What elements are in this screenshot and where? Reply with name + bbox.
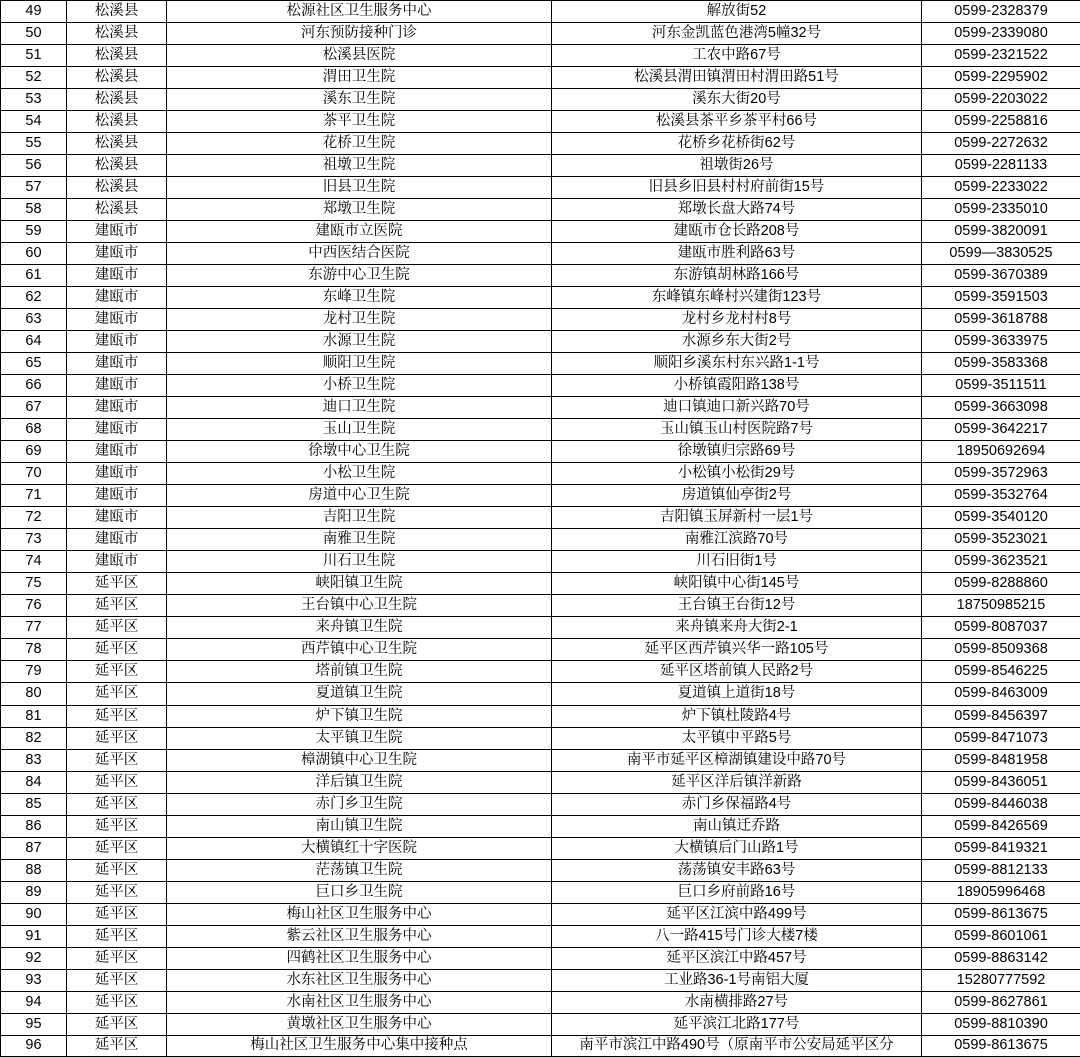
- cell-index: 62: [1, 287, 67, 309]
- cell-clinic-name: 峡阳镇卫生院: [167, 573, 552, 595]
- cell-address: 南雅江滨路70号: [552, 529, 922, 551]
- cell-phone: 0599-2281133: [922, 155, 1080, 177]
- table-row: [1, 705, 1080, 727]
- cell-region: 建瓯市: [67, 353, 167, 375]
- table-row: [1, 265, 1080, 287]
- cell-region: 建瓯市: [67, 309, 167, 331]
- table-row: [1, 969, 1080, 991]
- table-row: [1, 617, 1080, 639]
- cell-clinic-name: 渭田卫生院: [167, 67, 552, 89]
- cell-address: 徐墩镇归宗路69号: [552, 441, 922, 463]
- cell-clinic-name-text: 梅山社区卫生服务中心集中接种点: [169, 1036, 549, 1054]
- cell-address: 龙村乡龙村村8号: [552, 309, 922, 331]
- table-row: [1, 881, 1080, 903]
- table-row: [1, 419, 1080, 441]
- cell-clinic-name: 紫云社区卫生服务中心: [167, 925, 552, 947]
- cell-clinic-name: 四鹤社区卫生服务中心: [167, 947, 552, 969]
- cell-region: 建瓯市: [67, 265, 167, 287]
- table-row: [1, 507, 1080, 529]
- cell-address: 炉下镇杜陵路4号: [552, 705, 922, 727]
- cell-region: 松溪县: [67, 133, 167, 155]
- cell-region: 延平区: [67, 969, 167, 991]
- cell-address: 延平区江滨中路499号: [552, 903, 922, 925]
- cell-region: 建瓯市: [67, 375, 167, 397]
- cell-phone: 0599-3820091: [922, 221, 1080, 243]
- cell-index: 84: [1, 771, 67, 793]
- cell-phone: 0599-2233022: [922, 177, 1080, 199]
- cell-phone: 0599-8471073: [922, 727, 1080, 749]
- cell-address: 工农中路67号: [552, 45, 922, 67]
- cell-region: 延平区: [67, 925, 167, 947]
- cell-index: 83: [1, 749, 67, 771]
- cell-address: 水源乡东大街2号: [552, 331, 922, 353]
- cell-clinic-name: 东游中心卫生院: [167, 265, 552, 287]
- cell-index: 92: [1, 947, 67, 969]
- cell-clinic-name: 溪东卫生院: [167, 89, 552, 111]
- table-row: [1, 595, 1080, 617]
- cell-address: 吉阳镇玉屏新村一层1号: [552, 507, 922, 529]
- table-row: [1, 683, 1080, 705]
- cell-index: 87: [1, 837, 67, 859]
- cell-clinic-name: 大横镇红十字医院: [167, 837, 552, 859]
- cell-clinic-name: 茫荡镇卫生院: [167, 859, 552, 881]
- cell-clinic-name: 河东预防接种门诊: [167, 23, 552, 45]
- table-row: [1, 859, 1080, 881]
- table-row: [1, 903, 1080, 925]
- table-row: [1, 287, 1080, 309]
- table-row: [1, 111, 1080, 133]
- cell-address: 房道镇仙亭街2号: [552, 485, 922, 507]
- cell-address: 松溪县茶平乡茶平村66号: [552, 111, 922, 133]
- table-row: [1, 727, 1080, 749]
- table-row: [1, 925, 1080, 947]
- cell-clinic-name: 祖墩卫生院: [167, 155, 552, 177]
- cell-phone: 0599-2328379: [922, 1, 1080, 23]
- cell-address: 延平区西芹镇兴华一路105号: [552, 639, 922, 661]
- cell-region: 延平区: [67, 1013, 167, 1035]
- cell-region: 松溪县: [67, 111, 167, 133]
- cell-phone: 0599-3572963: [922, 463, 1080, 485]
- table-row: [1, 155, 1080, 177]
- cell-region: 松溪县: [67, 1, 167, 23]
- table-row: [1, 441, 1080, 463]
- cell-index: 85: [1, 793, 67, 815]
- cell-phone: 0599-2203022: [922, 89, 1080, 111]
- table-row: [1, 331, 1080, 353]
- cell-address: 顺阳乡溪东村东兴路1-1号: [552, 353, 922, 375]
- cell-phone: 0599-8601061: [922, 925, 1080, 947]
- table-row: [1, 199, 1080, 221]
- cell-region: 松溪县: [67, 89, 167, 111]
- cell-clinic-name: 西芹镇中心卫生院: [167, 639, 552, 661]
- cell-phone: 0599-8446038: [922, 793, 1080, 815]
- cell-clinic-name: 吉阳卫生院: [167, 507, 552, 529]
- cell-phone: 0599-3670389: [922, 265, 1080, 287]
- cell-index: 65: [1, 353, 67, 375]
- cell-address: 大横镇后门山路1号: [552, 837, 922, 859]
- cell-index: 77: [1, 617, 67, 639]
- cell-address: 延平滨江北路177号: [552, 1013, 922, 1035]
- cell-clinic-name: 夏道镇卫生院: [167, 683, 552, 705]
- table-row: [1, 793, 1080, 815]
- cell-phone: 0599-8481958: [922, 749, 1080, 771]
- cell-region: 建瓯市: [67, 419, 167, 441]
- cell-clinic-name: 南雅卫生院: [167, 529, 552, 551]
- cell-address: 南山镇迁乔路: [552, 815, 922, 837]
- cell-phone: 0599-3591503: [922, 287, 1080, 309]
- cell-address: 南平市延平区樟湖镇建设中路70号: [552, 749, 922, 771]
- cell-clinic-name: [167, 1035, 552, 1056]
- cell-region: 建瓯市: [67, 287, 167, 309]
- cell-index: 81: [1, 705, 67, 727]
- cell-index: 55: [1, 133, 67, 155]
- table-row: [1, 529, 1080, 551]
- cell-index-text: 96: [3, 1036, 64, 1054]
- cell-region: 延平区: [67, 903, 167, 925]
- cell-region: 延平区: [67, 617, 167, 639]
- cell-address: 工业路36-1号南铝大厦: [552, 969, 922, 991]
- cell-address: 花桥乡花桥街62号: [552, 133, 922, 155]
- table-row: [1, 573, 1080, 595]
- cell-address: 来舟镇来舟大街2-1: [552, 617, 922, 639]
- cell-clinic-name: 小桥卫生院: [167, 375, 552, 397]
- cell-region: 松溪县: [67, 177, 167, 199]
- cell-index: 51: [1, 45, 67, 67]
- table-row: [1, 133, 1080, 155]
- cell-index: 82: [1, 727, 67, 749]
- cell-address: 巨口乡府前路16号: [552, 881, 922, 903]
- cell-clinic-name: 东峰卫生院: [167, 287, 552, 309]
- cell-region: 延平区: [67, 991, 167, 1013]
- cell-index: 94: [1, 991, 67, 1013]
- cell-address: 八一路415号门诊大楼7楼: [552, 925, 922, 947]
- table-row: [1, 771, 1080, 793]
- cell-phone: 0599-3540120: [922, 507, 1080, 529]
- cell-phone: 0599-8509368: [922, 639, 1080, 661]
- cell-region: 延平区: [67, 947, 167, 969]
- cell-phone: 0599-8463009: [922, 683, 1080, 705]
- cell-address: 峡阳镇中心街145号: [552, 573, 922, 595]
- cell-index: 73: [1, 529, 67, 551]
- cell-index: 70: [1, 463, 67, 485]
- cell-index: 91: [1, 925, 67, 947]
- cell-clinic-name: 松源社区卫生服务中心: [167, 1, 552, 23]
- cell-index: 61: [1, 265, 67, 287]
- cell-region: 建瓯市: [67, 507, 167, 529]
- cell-address: 小桥镇霞阳路138号: [552, 375, 922, 397]
- cell-phone: 0599-8288860: [922, 573, 1080, 595]
- table-row: [1, 749, 1080, 771]
- table-row: [1, 991, 1080, 1013]
- cell-clinic-name: 郑墩卫生院: [167, 199, 552, 221]
- cell-region: 延平区: [67, 815, 167, 837]
- cell-phone: 0599-2339080: [922, 23, 1080, 45]
- cell-region: 建瓯市: [67, 243, 167, 265]
- cell-index: [1, 1035, 67, 1056]
- cell-index: 64: [1, 331, 67, 353]
- cell-clinic-name: 迪口卫生院: [167, 397, 552, 419]
- cell-clinic-name: 来舟镇卫生院: [167, 617, 552, 639]
- cell-clinic-name: 建瓯市立医院: [167, 221, 552, 243]
- table-body: [1, 1, 1080, 1057]
- table-row: [1, 221, 1080, 243]
- cell-region-text: 延平区: [69, 1036, 164, 1054]
- cell-phone: 0599-8812133: [922, 859, 1080, 881]
- cell-index: 57: [1, 177, 67, 199]
- cell-phone: 0599-8863142: [922, 947, 1080, 969]
- table-row: [1, 815, 1080, 837]
- cell-phone: 0599-8810390: [922, 1013, 1080, 1035]
- table-row: [1, 639, 1080, 661]
- cell-region: 建瓯市: [67, 331, 167, 353]
- cell-address: 水南横排路27号: [552, 991, 922, 1013]
- cell-clinic-name: 水源卫生院: [167, 331, 552, 353]
- cell-region: 延平区: [67, 881, 167, 903]
- cell-phone: 0599-3511511: [922, 375, 1080, 397]
- cell-clinic-name: 旧县卫生院: [167, 177, 552, 199]
- cell-address: 建瓯市仓长路208号: [552, 221, 922, 243]
- cell-phone: 0599-8426569: [922, 815, 1080, 837]
- cell-address: 太平镇中平路5号: [552, 727, 922, 749]
- cell-clinic-name: 梅山社区卫生服务中心: [167, 903, 552, 925]
- cell-index: 68: [1, 419, 67, 441]
- cell-clinic-name: 龙村卫生院: [167, 309, 552, 331]
- cell-address: 迪口镇迪口新兴路70号: [552, 397, 922, 419]
- cell-phone: 0599-8436051: [922, 771, 1080, 793]
- cell-phone: 0599-3642217: [922, 419, 1080, 441]
- cell-phone: 0599-2335010: [922, 199, 1080, 221]
- cell-clinic-name: 花桥卫生院: [167, 133, 552, 155]
- cell-clinic-name: 赤门乡卫生院: [167, 793, 552, 815]
- cell-phone: 0599-8613675: [922, 903, 1080, 925]
- cell-phone: 0599-3523021: [922, 529, 1080, 551]
- table-row: [1, 551, 1080, 573]
- cell-address: 河东金凯蓝色港湾5幢32号: [552, 23, 922, 45]
- cell-index: 89: [1, 881, 67, 903]
- cell-index: 60: [1, 243, 67, 265]
- cell-phone: 0599-3633975: [922, 331, 1080, 353]
- cell-clinic-name: 洋后镇卫生院: [167, 771, 552, 793]
- cell-phone: 0599-3532764: [922, 485, 1080, 507]
- cell-region: [67, 1035, 167, 1056]
- cell-phone: 0599-2272632: [922, 133, 1080, 155]
- cell-region: 建瓯市: [67, 463, 167, 485]
- cell-index: 53: [1, 89, 67, 111]
- cell-index: 52: [1, 67, 67, 89]
- cell-address: 川石旧街1号: [552, 551, 922, 573]
- cell-index: 66: [1, 375, 67, 397]
- cell-region: 延平区: [67, 661, 167, 683]
- cell-region: 延平区: [67, 793, 167, 815]
- cell-address: 延平区洋后镇洋新路: [552, 771, 922, 793]
- table-row: [1, 661, 1080, 683]
- cell-phone: 0599-2321522: [922, 45, 1080, 67]
- cell-index: 71: [1, 485, 67, 507]
- cell-clinic-name: 徐墩中心卫生院: [167, 441, 552, 463]
- cell-phone: 18950692694: [922, 441, 1080, 463]
- cell-phone: 18750985215: [922, 595, 1080, 617]
- cell-clinic-name: 茶平卫生院: [167, 111, 552, 133]
- cell-address: 建瓯市胜利路63号: [552, 243, 922, 265]
- table-row: [1, 309, 1080, 331]
- cell-region: 延平区: [67, 705, 167, 727]
- cell-address: 延平区滨江中路457号: [552, 947, 922, 969]
- cell-address: 祖墩街26号: [552, 155, 922, 177]
- table-row: [1, 89, 1080, 111]
- cell-index: 90: [1, 903, 67, 925]
- cell-clinic-name: 太平镇卫生院: [167, 727, 552, 749]
- table-row: [1, 1, 1080, 23]
- cell-index: 75: [1, 573, 67, 595]
- cell-clinic-name: 塔前镇卫生院: [167, 661, 552, 683]
- cell-region: 延平区: [67, 859, 167, 881]
- cell-clinic-name: 黄墩社区卫生服务中心: [167, 1013, 552, 1035]
- cell-clinic-name: 南山镇卫生院: [167, 815, 552, 837]
- cell-region: 建瓯市: [67, 441, 167, 463]
- cell-address: 王台镇王台街12号: [552, 595, 922, 617]
- cell-address: 东峰镇东峰村兴建街123号: [552, 287, 922, 309]
- cell-phone: 0599-8456397: [922, 705, 1080, 727]
- cell-index: 74: [1, 551, 67, 573]
- cell-phone: 0599-8627861: [922, 991, 1080, 1013]
- cell-region: 延平区: [67, 683, 167, 705]
- cell-clinic-name: 王台镇中心卫生院: [167, 595, 552, 617]
- table-row: [1, 485, 1080, 507]
- cell-address: [552, 1035, 922, 1056]
- cell-phone: 0599-2258816: [922, 111, 1080, 133]
- cell-index: 49: [1, 1, 67, 23]
- cell-address: 解放街52: [552, 1, 922, 23]
- cell-index: 76: [1, 595, 67, 617]
- cell-clinic-name: 中西医结合医院: [167, 243, 552, 265]
- cell-clinic-name: 巨口乡卫生院: [167, 881, 552, 903]
- cell-index: 86: [1, 815, 67, 837]
- cell-index: 95: [1, 1013, 67, 1035]
- cell-region: 松溪县: [67, 23, 167, 45]
- cell-index: 59: [1, 221, 67, 243]
- cell-phone: 0599-3583368: [922, 353, 1080, 375]
- cell-phone: 0599-2295902: [922, 67, 1080, 89]
- cell-address: 溪东大街20号: [552, 89, 922, 111]
- table-row: [1, 67, 1080, 89]
- cell-phone: 15280777592: [922, 969, 1080, 991]
- cell-index: 69: [1, 441, 67, 463]
- cell-address: 东游镇胡林路166号: [552, 265, 922, 287]
- table-row: [1, 177, 1080, 199]
- cell-phone: 0599-8087037: [922, 617, 1080, 639]
- cell-clinic-name: 松溪县医院: [167, 45, 552, 67]
- cell-index: 63: [1, 309, 67, 331]
- cell-clinic-name: 玉山卫生院: [167, 419, 552, 441]
- table-row: [1, 375, 1080, 397]
- cell-phone: [922, 1035, 1080, 1056]
- cell-region: 松溪县: [67, 67, 167, 89]
- cell-region: 建瓯市: [67, 221, 167, 243]
- cell-region: 建瓯市: [67, 551, 167, 573]
- cell-clinic-name: 川石卫生院: [167, 551, 552, 573]
- table-row: [1, 353, 1080, 375]
- cell-region: 延平区: [67, 749, 167, 771]
- table-row: [1, 23, 1080, 45]
- cell-region: 松溪县: [67, 155, 167, 177]
- cell-phone: 0599-3623521: [922, 551, 1080, 573]
- table-row: [1, 1035, 1080, 1056]
- table-row: [1, 1013, 1080, 1035]
- cell-index: 80: [1, 683, 67, 705]
- cell-index: 78: [1, 639, 67, 661]
- cell-index: 88: [1, 859, 67, 881]
- cell-region: 延平区: [67, 595, 167, 617]
- cell-region: 延平区: [67, 573, 167, 595]
- cell-address: 小松镇小松街29号: [552, 463, 922, 485]
- cell-index: 79: [1, 661, 67, 683]
- cell-phone: 18905996468: [922, 881, 1080, 903]
- cell-clinic-name: 樟湖镇中心卫生院: [167, 749, 552, 771]
- cell-address: 郑墩长盘大路74号: [552, 199, 922, 221]
- cell-region: 建瓯市: [67, 529, 167, 551]
- cell-region: 建瓯市: [67, 485, 167, 507]
- cell-index: 50: [1, 23, 67, 45]
- cell-region: 延平区: [67, 771, 167, 793]
- table-row: [1, 463, 1080, 485]
- cell-clinic-name: 炉下镇卫生院: [167, 705, 552, 727]
- cell-phone: 0599—3830525: [922, 243, 1080, 265]
- cell-address: 旧县乡旧县村村府前街15号: [552, 177, 922, 199]
- cell-address: 夏道镇上道街18号: [552, 683, 922, 705]
- cell-region: 建瓯市: [67, 397, 167, 419]
- cell-clinic-name: 水南社区卫生服务中心: [167, 991, 552, 1013]
- cell-phone-text: 0599-8613675: [924, 1036, 1078, 1054]
- table-row: [1, 397, 1080, 419]
- table-row: [1, 45, 1080, 67]
- cell-index: 54: [1, 111, 67, 133]
- cell-region: 松溪县: [67, 45, 167, 67]
- cell-address: 玉山镇玉山村医院路7号: [552, 419, 922, 441]
- cell-index: 56: [1, 155, 67, 177]
- table-row: [1, 837, 1080, 859]
- cell-clinic-name: 顺阳卫生院: [167, 353, 552, 375]
- cell-phone: 0599-8419321: [922, 837, 1080, 859]
- cell-region: 延平区: [67, 727, 167, 749]
- cell-index: 58: [1, 199, 67, 221]
- cell-phone: 0599-3663098: [922, 397, 1080, 419]
- cell-index: 67: [1, 397, 67, 419]
- cell-address: 松溪县渭田镇渭田村渭田路51号: [552, 67, 922, 89]
- cell-index: 93: [1, 969, 67, 991]
- cell-address-text: 南平市滨江中路490号（原南平市公安局延平区分: [554, 1036, 919, 1054]
- cell-address: 荡荡镇安丰路63号: [552, 859, 922, 881]
- cell-address: 赤门乡保福路4号: [552, 793, 922, 815]
- table-row: [1, 243, 1080, 265]
- cell-clinic-name: 房道中心卫生院: [167, 485, 552, 507]
- cell-index: 72: [1, 507, 67, 529]
- cell-region: 延平区: [67, 639, 167, 661]
- table-row: [1, 947, 1080, 969]
- cell-region: 松溪县: [67, 199, 167, 221]
- cell-phone: 0599-8546225: [922, 661, 1080, 683]
- cell-phone: 0599-3618788: [922, 309, 1080, 331]
- cell-clinic-name: 水东社区卫生服务中心: [167, 969, 552, 991]
- cell-clinic-name: 小松卫生院: [167, 463, 552, 485]
- cell-address: 延平区塔前镇人民路2号: [552, 661, 922, 683]
- cell-region: 延平区: [67, 837, 167, 859]
